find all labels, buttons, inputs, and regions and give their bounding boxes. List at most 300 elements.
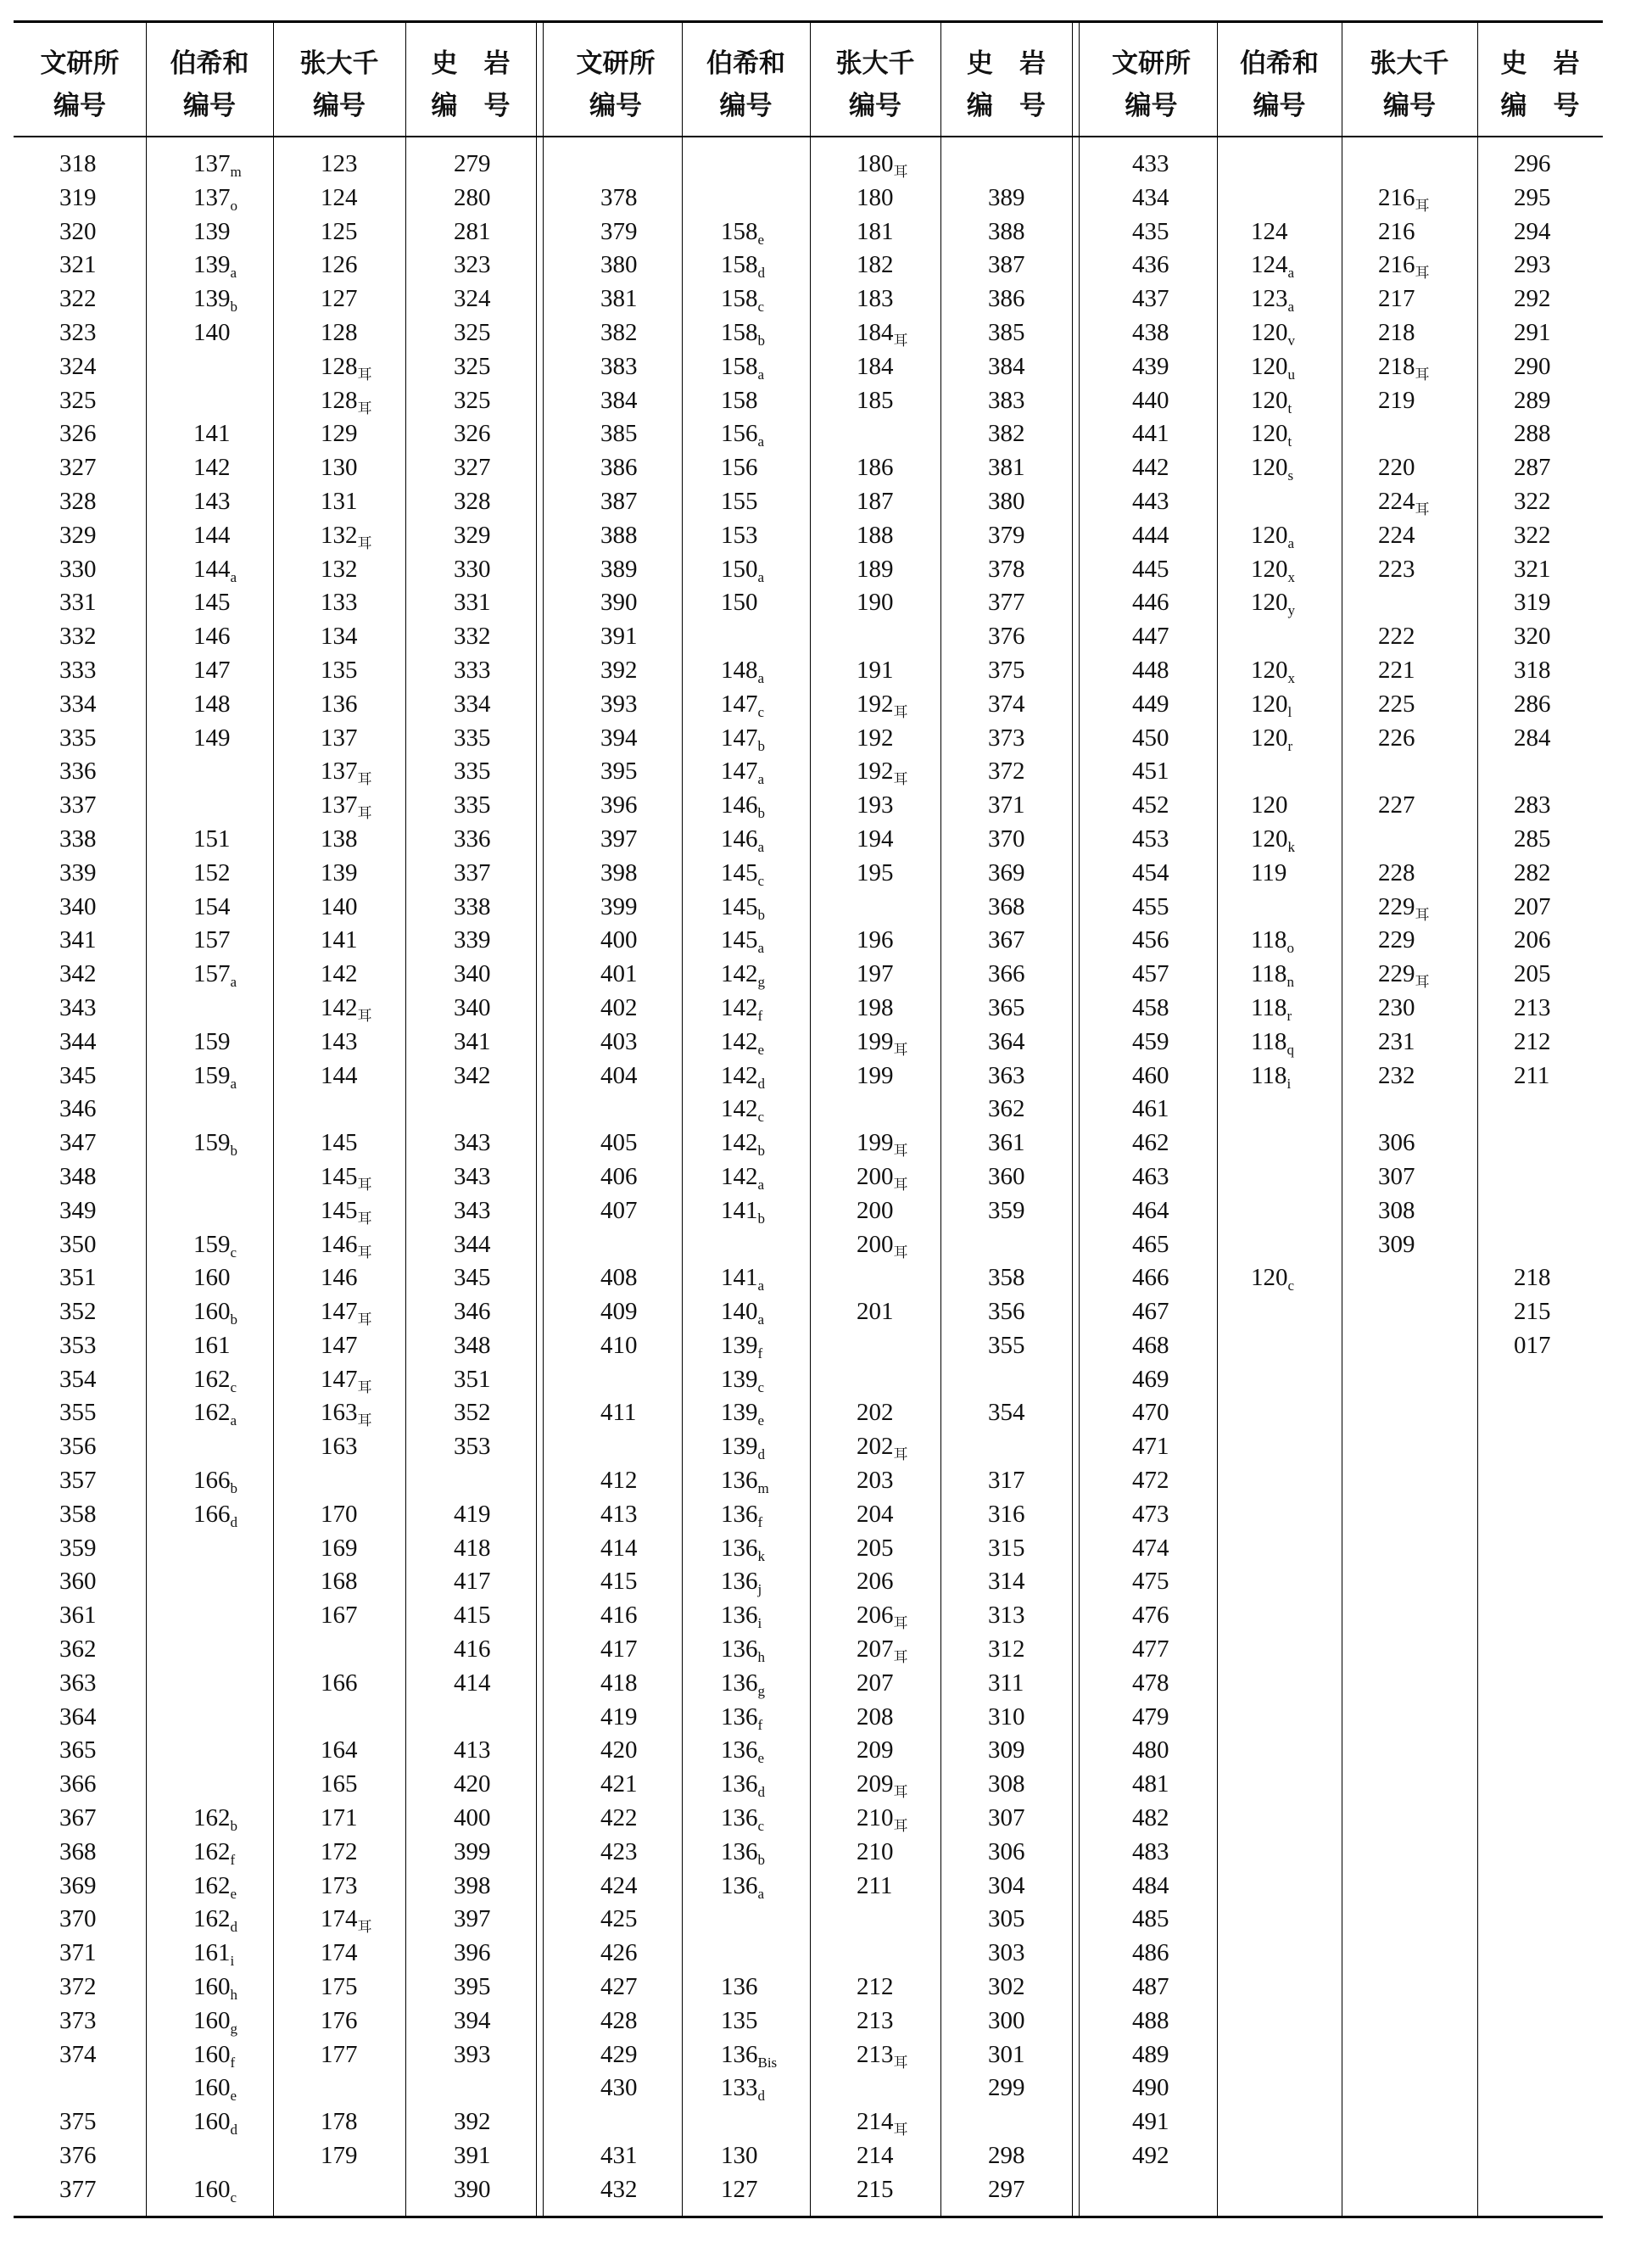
cell-value: 145 — [721, 858, 758, 886]
cell-value: 192 — [857, 724, 894, 752]
cell-value: 369 — [59, 1871, 97, 1899]
table-cell — [600, 958, 638, 992]
cell-value: 124 — [321, 183, 358, 211]
table-cell — [59, 755, 97, 789]
cell-value: 443 — [1132, 487, 1169, 515]
cell-subscript: c — [757, 1818, 765, 1835]
table-cell — [59, 857, 97, 891]
table-cell — [721, 1768, 777, 1802]
table-cell — [600, 1363, 638, 1397]
cell-value: 230 — [1378, 993, 1415, 1021]
cell-value: 451 — [1132, 758, 1169, 786]
table-cell — [1514, 1194, 1551, 1228]
table-cell — [721, 1903, 777, 1937]
table-cell — [193, 1093, 242, 1127]
cell-value: 385 — [988, 318, 1025, 346]
table-cell — [721, 586, 777, 620]
cell-value: 118 — [1251, 993, 1287, 1021]
table-cell — [857, 148, 908, 182]
cell-value: 360 — [988, 1162, 1025, 1190]
cell-value: 200 — [857, 1162, 894, 1190]
table-cell — [1378, 417, 1430, 451]
table-cell — [721, 1971, 777, 2004]
cell-subscript: 耳 — [893, 1244, 908, 1261]
cell-value: 373 — [59, 2006, 97, 2034]
cell-subscript: 耳 — [893, 1143, 908, 1160]
table-cell — [193, 1836, 242, 1870]
cell-value: 474 — [1132, 1534, 1169, 1562]
cell-value: 142 — [721, 960, 758, 988]
cell-subscript: 耳 — [893, 1041, 908, 1058]
cell-value: 226 — [1378, 724, 1415, 752]
table-cell — [988, 2038, 1025, 2072]
cell-value: 133 — [721, 2074, 758, 2102]
table-cell — [1132, 1701, 1169, 1735]
table-cell — [1378, 282, 1430, 316]
table-cell — [1132, 722, 1169, 756]
table-cell — [59, 148, 97, 182]
table-cell — [721, 1026, 777, 1059]
cell-subscript: n — [1286, 974, 1294, 991]
table-cell — [1132, 350, 1169, 384]
table-cell — [1132, 451, 1169, 485]
cell-value: 335 — [59, 724, 97, 752]
table-cell — [1132, 553, 1169, 587]
cell-value: 366 — [988, 960, 1025, 988]
table-cell — [193, 2173, 242, 2207]
table-cell — [454, 519, 491, 553]
cell-value: 142 — [721, 1129, 758, 1157]
cell-value: 199 — [857, 1061, 894, 1089]
table-cell — [193, 2071, 242, 2105]
table-cell — [1132, 891, 1169, 925]
cell-value: 174 — [321, 1939, 358, 1967]
cell-value: 165 — [321, 1770, 358, 1798]
table-cell — [59, 384, 97, 418]
cell-value: 368 — [59, 1837, 97, 1865]
cell-value: 184 — [857, 318, 894, 346]
table-cell — [1251, 384, 1295, 418]
table-cell — [600, 1701, 638, 1735]
cell-value: 347 — [59, 1129, 97, 1157]
table-cell — [193, 553, 242, 587]
cell-value: 136 — [721, 1702, 758, 1730]
table-cell — [321, 182, 372, 215]
cell-value: 471 — [1132, 1433, 1169, 1461]
cell-value: 134 — [321, 623, 358, 651]
cell-value: 408 — [600, 1264, 638, 1292]
cell-value: 149 — [193, 724, 231, 752]
cell-subscript: d — [230, 1513, 237, 1530]
table-cell — [988, 1802, 1025, 1836]
table-cell — [1251, 417, 1295, 451]
table-cell — [1132, 249, 1169, 282]
table-cell — [988, 1228, 1025, 1262]
cell-value: 387 — [600, 487, 638, 515]
cell-subscript: c — [1287, 1278, 1295, 1294]
cell-value: 356 — [988, 1298, 1025, 1326]
cell-subscript: u — [1287, 366, 1295, 383]
cell-value: 367 — [59, 1804, 97, 1832]
table-cell — [59, 1667, 97, 1701]
table-cell — [857, 2071, 908, 2105]
table-cell — [721, 2105, 777, 2139]
table-cell — [988, 182, 1025, 215]
table-cell — [988, 2173, 1025, 2207]
table-cell — [321, 1937, 372, 1971]
cell-value: 147 — [721, 758, 758, 786]
table-cell — [454, 1261, 491, 1295]
table-column — [721, 148, 777, 2207]
table-cell — [454, 1026, 491, 1059]
cell-subscript: r — [1286, 1007, 1292, 1024]
cell-subscript: a — [757, 1885, 765, 1902]
table-cell — [988, 958, 1025, 992]
table-cell — [193, 620, 242, 654]
column-header — [1477, 39, 1603, 131]
column-header-line: 伯希和 — [1240, 48, 1319, 79]
table-cell — [321, 1194, 372, 1228]
cell-value: 177 — [321, 2040, 358, 2068]
column-header-line: 编号 — [589, 91, 642, 121]
cell-value: 444 — [1132, 521, 1169, 549]
table-cell — [454, 451, 491, 485]
table-cell — [193, 654, 242, 688]
table-cell — [988, 1498, 1025, 1532]
cell-value: 355 — [59, 1399, 97, 1427]
table-cell — [1514, 958, 1551, 992]
cell-value: 293 — [1514, 251, 1551, 279]
cell-value: 216 — [1378, 217, 1415, 245]
table-cell — [721, 1396, 777, 1430]
table-cell — [59, 316, 97, 350]
table-cell — [321, 1261, 372, 1295]
table-cell — [600, 1127, 638, 1160]
cell-subscript: m — [230, 164, 242, 180]
table-cell — [721, 182, 777, 215]
table-cell — [1132, 620, 1169, 654]
cell-value: 222 — [1378, 623, 1415, 651]
cell-value: 136 — [721, 1500, 758, 1528]
cell-value: 389 — [600, 555, 638, 583]
cell-value: 398 — [600, 858, 638, 886]
table-cell — [988, 417, 1025, 451]
table-cell — [600, 1599, 638, 1633]
cell-value: 329 — [454, 521, 491, 549]
cell-value: 419 — [454, 1500, 491, 1528]
table-cell — [1132, 2071, 1169, 2105]
table-cell — [988, 249, 1025, 282]
cell-value: 487 — [1132, 1973, 1169, 2001]
table-cell — [857, 1734, 908, 1768]
table-cell — [721, 2004, 777, 2038]
table-cell — [721, 992, 777, 1026]
cell-value: 337 — [59, 791, 97, 819]
table-cell — [1378, 451, 1430, 485]
table-cell — [1132, 1802, 1169, 1836]
column-divider — [1217, 23, 1218, 2216]
table-cell — [600, 2139, 638, 2173]
table-cell — [600, 282, 638, 316]
cell-value: 143 — [193, 487, 231, 515]
cell-value: 284 — [1514, 724, 1551, 752]
cell-value: 120 — [1251, 352, 1288, 380]
column-header-line: 张大千 — [1370, 48, 1449, 79]
cell-value: 136 — [721, 1467, 758, 1495]
cell-value: 469 — [1132, 1365, 1169, 1393]
table-cell — [721, 1160, 777, 1194]
cell-value: 182 — [857, 251, 894, 279]
cell-value: 163 — [321, 1399, 358, 1427]
cell-value: 307 — [1378, 1162, 1415, 1190]
cell-value: 346 — [454, 1298, 491, 1326]
table-cell — [193, 1768, 242, 1802]
cell-value: 229 — [1378, 926, 1415, 954]
cell-subscript: a — [757, 771, 765, 788]
table-cell — [721, 620, 777, 654]
table-cell — [454, 924, 491, 958]
cell-subscript: e — [230, 2088, 237, 2105]
cell-value: 480 — [1132, 1736, 1169, 1764]
cell-subscript: a — [757, 838, 765, 855]
cell-value: 311 — [988, 1669, 1024, 1697]
table-cell — [988, 1734, 1025, 1768]
table-cell — [600, 1396, 638, 1430]
cell-value: 202 — [857, 1433, 894, 1461]
table-cell — [321, 1870, 372, 1904]
cell-subscript: a — [757, 366, 765, 383]
cell-value: 210 — [857, 1837, 894, 1865]
cell-value: 326 — [454, 420, 491, 448]
table-cell — [1378, 1127, 1430, 1160]
table-cell — [721, 958, 777, 992]
cell-value: 332 — [59, 623, 97, 651]
table-cell — [193, 148, 242, 182]
cell-value: 200 — [857, 1196, 894, 1224]
cell-value: 145 — [721, 892, 758, 920]
table-cell — [721, 1127, 777, 1160]
table-cell — [193, 891, 242, 925]
cell-subscript: c — [757, 1109, 765, 1126]
cell-value: 147 — [721, 690, 758, 718]
table-cell — [1132, 1836, 1169, 1870]
cell-value: 374 — [59, 2040, 97, 2068]
cell-value: 379 — [600, 217, 638, 245]
table-cell — [721, 755, 777, 789]
cell-subscript: 耳 — [357, 1007, 372, 1024]
table-cell — [1132, 1295, 1169, 1329]
table-cell — [193, 1160, 242, 1194]
cell-subscript: 耳 — [357, 1378, 372, 1395]
cell-value: 330 — [454, 555, 491, 583]
cell-value: 418 — [454, 1534, 491, 1562]
table-cell — [59, 1971, 97, 2004]
table-cell — [321, 215, 372, 249]
table-cell — [321, 519, 372, 553]
table-cell — [454, 654, 491, 688]
table-cell — [600, 1026, 638, 1059]
table-cell — [454, 384, 491, 418]
cell-value: 384 — [988, 352, 1025, 380]
cell-value: 175 — [321, 1973, 358, 2001]
cell-value: 435 — [1132, 217, 1169, 245]
table-cell — [454, 1295, 491, 1329]
table-cell — [454, 992, 491, 1026]
cell-value: 400 — [600, 926, 638, 954]
cell-value: 279 — [454, 150, 491, 177]
cell-value: 294 — [1514, 217, 1551, 245]
table-cell — [600, 586, 638, 620]
cell-value: 399 — [454, 1837, 491, 1865]
cell-value: 464 — [1132, 1196, 1169, 1224]
cell-value: 136 — [721, 1568, 758, 1596]
table-cell — [1378, 215, 1430, 249]
table-cell — [193, 992, 242, 1026]
table-cell — [193, 1363, 242, 1397]
cell-value: 298 — [988, 2142, 1025, 2170]
cell-value: 307 — [988, 1804, 1025, 1832]
cell-value: 151 — [193, 825, 231, 853]
table-cell — [1132, 1093, 1169, 1127]
cell-value: 369 — [988, 858, 1025, 886]
table-cell — [1251, 182, 1295, 215]
cell-subscript: 耳 — [893, 703, 908, 720]
table-cell — [1251, 958, 1295, 992]
cell-value: 340 — [59, 892, 97, 920]
table-column — [321, 148, 372, 2207]
cell-value: 144 — [321, 1061, 358, 1089]
table-cell — [1514, 249, 1551, 282]
table-cell — [454, 282, 491, 316]
cell-value: 147 — [321, 1365, 358, 1393]
cell-subscript: 耳 — [893, 2054, 908, 2071]
table-cell — [1132, 1565, 1169, 1599]
cell-subscript: h — [230, 1987, 237, 2004]
cell-value: 135 — [721, 2006, 758, 2034]
table-cell — [1378, 553, 1430, 587]
table-cell — [193, 789, 242, 823]
table-cell — [193, 755, 242, 789]
cell-subscript: e — [230, 1885, 237, 1902]
cell-value: 380 — [988, 487, 1025, 515]
cell-value: 213 — [857, 2040, 894, 2068]
cell-value: 345 — [59, 1061, 97, 1089]
cell-value: 322 — [59, 285, 97, 313]
table-cell — [59, 1633, 97, 1667]
cell-value: 145 — [721, 926, 758, 954]
table-cell — [988, 924, 1025, 958]
table-cell — [988, 1194, 1025, 1228]
table-cell — [193, 1396, 242, 1430]
table-cell — [600, 1160, 638, 1194]
table-cell — [454, 350, 491, 384]
table-cell — [1378, 316, 1430, 350]
cell-value: 160 — [193, 2006, 231, 2034]
cell-value: 428 — [600, 2006, 638, 2034]
cell-value: 370 — [988, 825, 1025, 853]
table-cell — [600, 2004, 638, 2038]
table-cell — [1132, 924, 1169, 958]
table-cell — [454, 1734, 491, 1768]
table-cell — [721, 1565, 777, 1599]
table-cell — [721, 451, 777, 485]
cell-value: 162 — [193, 1804, 231, 1832]
cell-subscript: 耳 — [357, 1412, 372, 1429]
column-header-line: 编号 — [53, 91, 106, 121]
table-cell — [988, 553, 1025, 587]
cell-value: 453 — [1132, 825, 1169, 853]
cell-value: 341 — [454, 1027, 491, 1055]
table-cell — [59, 451, 97, 485]
table-cell — [321, 1599, 372, 1633]
cell-value: 171 — [321, 1804, 358, 1832]
cell-value: 478 — [1132, 1669, 1169, 1697]
cell-value: 358 — [59, 1500, 97, 1528]
cell-value: 372 — [988, 758, 1025, 786]
cell-subscript: c — [757, 1378, 765, 1395]
cell-subscript: 耳 — [357, 771, 372, 788]
cell-value: 393 — [454, 2040, 491, 2068]
cell-subscript: 耳 — [357, 366, 372, 383]
cell-value: 128 — [321, 352, 358, 380]
cell-value: 445 — [1132, 555, 1169, 583]
cell-value: 353 — [59, 1331, 97, 1359]
column-divider — [940, 23, 941, 2216]
table-cell — [600, 553, 638, 587]
cell-value: 137 — [193, 183, 231, 211]
table-cell — [1132, 1599, 1169, 1633]
table-cell — [857, 485, 908, 519]
cell-value: 313 — [988, 1602, 1025, 1630]
cell-value: 384 — [600, 386, 638, 414]
table-cell — [321, 1160, 372, 1194]
table-cell — [988, 1633, 1025, 1667]
table-cell — [988, 451, 1025, 485]
table-cell — [857, 1599, 908, 1633]
cell-value: 281 — [454, 217, 491, 245]
table-cell — [1378, 823, 1430, 857]
table-column — [1378, 148, 1430, 1261]
cell-value: 147 — [193, 656, 231, 684]
cell-value: 164 — [321, 1736, 358, 1764]
cell-subscript: d — [757, 1784, 765, 1801]
table-cell — [600, 2173, 638, 2207]
table-cell — [321, 2139, 372, 2173]
cell-value: 159 — [193, 1061, 231, 1089]
cell-value: 327 — [454, 454, 491, 482]
cell-value: 147 — [321, 1298, 358, 1326]
cell-value: 341 — [59, 926, 97, 954]
cell-value: 441 — [1132, 420, 1169, 448]
cell-value: 146 — [721, 825, 758, 853]
cell-value: 283 — [1514, 791, 1551, 819]
cell-value: 214 — [857, 2108, 894, 2136]
table-cell — [1251, 1093, 1295, 1127]
cell-value: 145 — [321, 1129, 358, 1157]
cell-value: 166 — [193, 1500, 231, 1528]
cell-value: 458 — [1132, 993, 1169, 1021]
table-cell — [857, 992, 908, 1026]
cell-subscript: b — [230, 1480, 237, 1497]
table-cell — [59, 1802, 97, 1836]
cell-value: 146 — [721, 791, 758, 819]
table-cell — [988, 1937, 1025, 1971]
table-cell — [1514, 924, 1551, 958]
table-cell — [600, 1870, 638, 1904]
table-cell — [59, 620, 97, 654]
column-header — [146, 39, 273, 131]
cell-value: 414 — [600, 1534, 638, 1562]
